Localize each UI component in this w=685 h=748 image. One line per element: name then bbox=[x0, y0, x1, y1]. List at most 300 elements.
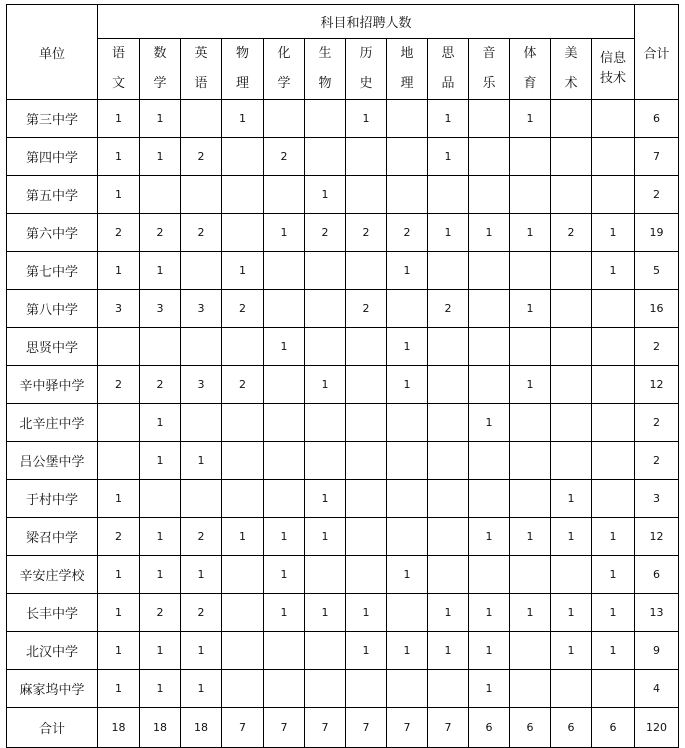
count-cell: 2 bbox=[551, 214, 592, 252]
count-cell: 1 bbox=[98, 252, 140, 290]
subject-header-text: 理 bbox=[400, 76, 414, 91]
table-row bbox=[7, 366, 679, 404]
count-cell: 1 bbox=[469, 404, 510, 442]
table-row bbox=[7, 480, 679, 518]
count-cell: 1 bbox=[551, 480, 592, 518]
count-cell: 1 bbox=[264, 328, 305, 366]
count-cell bbox=[305, 100, 346, 138]
count-cell bbox=[387, 290, 428, 328]
count-cell: 1 bbox=[469, 632, 510, 670]
subject-header-text: 学 bbox=[153, 76, 167, 91]
count-cell: 3 bbox=[181, 290, 222, 328]
count-cell bbox=[140, 176, 181, 214]
count-cell bbox=[592, 366, 635, 404]
column-total-cell: 6 bbox=[469, 708, 510, 748]
count-cell bbox=[510, 404, 551, 442]
count-cell bbox=[551, 442, 592, 480]
count-cell bbox=[222, 556, 264, 594]
count-cell bbox=[551, 252, 592, 290]
count-cell: 1 bbox=[98, 176, 140, 214]
row-total-cell: 13 bbox=[635, 594, 679, 632]
count-cell: 2 bbox=[140, 366, 181, 404]
unit-name-cell: 第七中学 bbox=[7, 252, 98, 290]
subject-header-text: 地 bbox=[400, 46, 414, 61]
count-cell bbox=[387, 176, 428, 214]
unit-name-cell: 第八中学 bbox=[7, 290, 98, 328]
count-cell: 1 bbox=[98, 670, 140, 708]
count-cell bbox=[428, 556, 469, 594]
row-total-cell: 12 bbox=[635, 366, 679, 404]
table-row bbox=[7, 632, 679, 670]
column-total-cell: 6 bbox=[592, 708, 635, 748]
count-cell: 1 bbox=[98, 138, 140, 176]
count-cell bbox=[305, 632, 346, 670]
subject-header-text: 体 bbox=[523, 46, 537, 61]
count-cell bbox=[222, 670, 264, 708]
count-cell bbox=[264, 252, 305, 290]
count-cell: 2 bbox=[140, 594, 181, 632]
unit-name-cell: 北汉中学 bbox=[7, 632, 98, 670]
count-cell: 1 bbox=[387, 328, 428, 366]
count-cell bbox=[305, 670, 346, 708]
count-cell bbox=[428, 480, 469, 518]
count-cell: 1 bbox=[140, 100, 181, 138]
count-cell: 1 bbox=[592, 518, 635, 556]
table-row bbox=[7, 404, 679, 442]
count-cell bbox=[346, 518, 387, 556]
row-total-cell: 2 bbox=[635, 328, 679, 366]
count-cell bbox=[592, 138, 635, 176]
count-cell: 1 bbox=[346, 632, 387, 670]
count-cell bbox=[346, 176, 387, 214]
count-cell: 1 bbox=[469, 214, 510, 252]
subject-header-text: 数 bbox=[153, 46, 167, 61]
count-cell bbox=[264, 632, 305, 670]
unit-name-cell: 第四中学 bbox=[7, 138, 98, 176]
count-cell: 1 bbox=[592, 252, 635, 290]
column-total-cell: 7 bbox=[264, 708, 305, 748]
count-cell bbox=[346, 556, 387, 594]
count-cell: 2 bbox=[98, 214, 140, 252]
subject-header-text: 育 bbox=[523, 76, 537, 91]
subject-header-text: 史 bbox=[359, 76, 373, 91]
count-cell bbox=[222, 594, 264, 632]
count-cell: 1 bbox=[98, 480, 140, 518]
unit-name-cell: 第五中学 bbox=[7, 176, 98, 214]
count-cell: 3 bbox=[140, 290, 181, 328]
count-cell bbox=[387, 518, 428, 556]
unit-name-cell: 麻家坞中学 bbox=[7, 670, 98, 708]
subject-header-text: 美 bbox=[564, 46, 578, 61]
row-total-cell: 2 bbox=[635, 442, 679, 480]
subject-header-text: 乐 bbox=[482, 76, 496, 91]
table-row bbox=[7, 594, 679, 632]
count-cell: 1 bbox=[181, 670, 222, 708]
unit-name-cell: 第三中学 bbox=[7, 100, 98, 138]
count-cell: 1 bbox=[140, 252, 181, 290]
subject-header-text: 理 bbox=[235, 76, 249, 91]
count-cell bbox=[469, 252, 510, 290]
row-total-cell: 12 bbox=[635, 518, 679, 556]
column-total-cell: 18 bbox=[140, 708, 181, 748]
count-cell: 3 bbox=[98, 290, 140, 328]
count-cell bbox=[305, 556, 346, 594]
count-cell: 2 bbox=[98, 518, 140, 556]
count-cell bbox=[387, 404, 428, 442]
count-cell: 2 bbox=[387, 214, 428, 252]
unit-name-cell: 思贤中学 bbox=[7, 328, 98, 366]
count-cell bbox=[551, 404, 592, 442]
count-cell: 2 bbox=[222, 366, 264, 404]
table-row bbox=[7, 556, 679, 594]
count-cell bbox=[510, 442, 551, 480]
subject-header-text: 术 bbox=[564, 76, 578, 91]
count-cell bbox=[387, 442, 428, 480]
count-cell: 1 bbox=[181, 632, 222, 670]
unit-name-cell: 梁召中学 bbox=[7, 518, 98, 556]
count-cell bbox=[510, 556, 551, 594]
subject-header-text: 语 bbox=[194, 76, 208, 91]
count-cell bbox=[551, 366, 592, 404]
count-cell bbox=[346, 670, 387, 708]
subject-header-text: 思 bbox=[441, 46, 455, 61]
count-cell: 1 bbox=[592, 594, 635, 632]
subject-header-text: 物 bbox=[235, 46, 249, 61]
subject-header-text: 学 bbox=[277, 76, 291, 91]
count-cell: 1 bbox=[592, 556, 635, 594]
count-cell: 1 bbox=[428, 594, 469, 632]
count-cell bbox=[469, 138, 510, 176]
table-row bbox=[7, 328, 679, 366]
count-cell bbox=[510, 176, 551, 214]
count-cell bbox=[140, 480, 181, 518]
subject-header-text: 历 bbox=[359, 46, 373, 61]
count-cell: 2 bbox=[181, 518, 222, 556]
count-cell bbox=[181, 328, 222, 366]
count-cell bbox=[592, 404, 635, 442]
count-cell bbox=[469, 176, 510, 214]
count-cell: 2 bbox=[181, 138, 222, 176]
count-cell bbox=[222, 480, 264, 518]
count-cell bbox=[387, 594, 428, 632]
count-cell bbox=[551, 328, 592, 366]
count-cell bbox=[346, 480, 387, 518]
count-cell bbox=[510, 328, 551, 366]
subject-header-text: 品 bbox=[441, 76, 455, 91]
unit-name-cell: 辛安庄学校 bbox=[7, 556, 98, 594]
count-cell bbox=[181, 176, 222, 214]
subject-header-text: 英 bbox=[194, 46, 208, 61]
count-cell: 1 bbox=[387, 632, 428, 670]
count-cell: 1 bbox=[428, 632, 469, 670]
subject-header-text: 语 bbox=[111, 46, 125, 61]
unit-name-cell: 第六中学 bbox=[7, 214, 98, 252]
subject-header bbox=[305, 39, 346, 100]
table-row bbox=[7, 252, 679, 290]
count-cell: 1 bbox=[510, 214, 551, 252]
count-cell: 1 bbox=[510, 100, 551, 138]
count-cell: 1 bbox=[387, 556, 428, 594]
count-cell bbox=[592, 328, 635, 366]
count-cell bbox=[98, 442, 140, 480]
table-row bbox=[7, 290, 679, 328]
count-cell: 2 bbox=[305, 214, 346, 252]
count-cell bbox=[387, 138, 428, 176]
subject-header bbox=[428, 39, 469, 100]
total-label: 合计 bbox=[7, 708, 98, 748]
count-cell: 1 bbox=[428, 138, 469, 176]
row-total-cell: 3 bbox=[635, 480, 679, 518]
count-cell bbox=[222, 442, 264, 480]
count-cell: 1 bbox=[140, 138, 181, 176]
subject-header-text: 物 bbox=[318, 76, 332, 91]
count-cell: 2 bbox=[428, 290, 469, 328]
count-cell bbox=[222, 632, 264, 670]
recruitment-table bbox=[6, 4, 679, 748]
count-cell: 1 bbox=[551, 518, 592, 556]
table-row bbox=[7, 670, 679, 708]
subject-header bbox=[98, 39, 140, 100]
count-cell bbox=[428, 518, 469, 556]
count-cell bbox=[98, 328, 140, 366]
count-cell bbox=[346, 366, 387, 404]
count-cell: 1 bbox=[264, 518, 305, 556]
count-cell bbox=[305, 404, 346, 442]
count-cell: 1 bbox=[140, 556, 181, 594]
column-total-cell: 18 bbox=[181, 708, 222, 748]
count-cell bbox=[469, 328, 510, 366]
count-cell: 1 bbox=[510, 518, 551, 556]
count-cell bbox=[222, 138, 264, 176]
count-cell bbox=[551, 100, 592, 138]
count-cell: 1 bbox=[140, 442, 181, 480]
count-cell: 1 bbox=[98, 100, 140, 138]
count-cell bbox=[551, 138, 592, 176]
count-cell bbox=[510, 670, 551, 708]
unit-name-cell: 北辛庄中学 bbox=[7, 404, 98, 442]
count-cell: 3 bbox=[181, 366, 222, 404]
subject-group-header: 科目和招聘人数 bbox=[98, 5, 635, 39]
subject-header bbox=[592, 39, 635, 100]
count-cell: 1 bbox=[98, 556, 140, 594]
count-cell bbox=[469, 480, 510, 518]
count-cell bbox=[305, 328, 346, 366]
count-cell: 1 bbox=[592, 632, 635, 670]
count-cell: 1 bbox=[181, 442, 222, 480]
count-cell bbox=[140, 328, 181, 366]
count-cell bbox=[428, 252, 469, 290]
count-cell: 1 bbox=[387, 366, 428, 404]
count-cell: 1 bbox=[428, 100, 469, 138]
count-cell: 1 bbox=[305, 480, 346, 518]
count-cell: 1 bbox=[469, 518, 510, 556]
count-cell bbox=[181, 252, 222, 290]
count-cell bbox=[510, 252, 551, 290]
count-cell: 1 bbox=[469, 594, 510, 632]
count-cell: 1 bbox=[592, 214, 635, 252]
count-cell bbox=[264, 290, 305, 328]
column-total-cell: 7 bbox=[346, 708, 387, 748]
subject-header bbox=[387, 39, 428, 100]
count-cell bbox=[592, 100, 635, 138]
count-cell: 1 bbox=[510, 290, 551, 328]
count-cell bbox=[469, 100, 510, 138]
subject-header bbox=[264, 39, 305, 100]
count-cell: 1 bbox=[551, 632, 592, 670]
subject-header bbox=[469, 39, 510, 100]
unit-header: 单位 bbox=[7, 5, 98, 100]
count-cell: 1 bbox=[264, 214, 305, 252]
count-cell bbox=[592, 442, 635, 480]
count-cell: 1 bbox=[305, 594, 346, 632]
count-cell: 1 bbox=[222, 100, 264, 138]
count-cell bbox=[305, 252, 346, 290]
subject-header-text: 化 bbox=[277, 46, 291, 61]
count-cell: 1 bbox=[140, 518, 181, 556]
subject-header-text: 技术 bbox=[599, 71, 626, 86]
subject-header-row bbox=[7, 39, 679, 100]
count-cell bbox=[346, 404, 387, 442]
subject-header bbox=[551, 39, 592, 100]
total-row bbox=[7, 708, 679, 748]
row-total-cell: 6 bbox=[635, 100, 679, 138]
table-row bbox=[7, 100, 679, 138]
count-cell: 1 bbox=[140, 404, 181, 442]
count-cell bbox=[428, 404, 469, 442]
column-total-cell: 7 bbox=[387, 708, 428, 748]
count-cell bbox=[551, 556, 592, 594]
unit-name-cell: 于村中学 bbox=[7, 480, 98, 518]
count-cell bbox=[428, 670, 469, 708]
count-cell bbox=[222, 404, 264, 442]
column-total-cell: 7 bbox=[305, 708, 346, 748]
count-cell bbox=[469, 556, 510, 594]
count-cell bbox=[264, 100, 305, 138]
count-cell bbox=[222, 214, 264, 252]
count-cell: 1 bbox=[305, 176, 346, 214]
count-cell bbox=[469, 442, 510, 480]
count-cell bbox=[181, 100, 222, 138]
count-cell: 1 bbox=[305, 518, 346, 556]
table-row bbox=[7, 442, 679, 480]
row-total-cell: 16 bbox=[635, 290, 679, 328]
count-cell bbox=[264, 404, 305, 442]
count-cell: 2 bbox=[181, 214, 222, 252]
count-cell: 2 bbox=[181, 594, 222, 632]
count-cell bbox=[510, 480, 551, 518]
count-cell: 1 bbox=[222, 252, 264, 290]
count-cell bbox=[264, 366, 305, 404]
unit-name-cell: 吕公堡中学 bbox=[7, 442, 98, 480]
table-row bbox=[7, 138, 679, 176]
count-cell bbox=[264, 442, 305, 480]
count-cell bbox=[510, 138, 551, 176]
count-cell: 1 bbox=[140, 670, 181, 708]
count-cell bbox=[428, 176, 469, 214]
count-cell bbox=[222, 328, 264, 366]
subject-header bbox=[510, 39, 551, 100]
row-total-cell: 7 bbox=[635, 138, 679, 176]
count-cell: 1 bbox=[346, 594, 387, 632]
count-cell: 2 bbox=[346, 214, 387, 252]
total-header: 合计 bbox=[635, 5, 679, 100]
count-cell bbox=[428, 366, 469, 404]
count-cell: 2 bbox=[98, 366, 140, 404]
unit-name-cell: 长丰中学 bbox=[7, 594, 98, 632]
count-cell bbox=[592, 480, 635, 518]
count-cell bbox=[469, 290, 510, 328]
count-cell bbox=[98, 404, 140, 442]
grand-total-cell: 120 bbox=[635, 708, 679, 748]
count-cell bbox=[181, 480, 222, 518]
count-cell: 1 bbox=[346, 100, 387, 138]
row-total-cell: 19 bbox=[635, 214, 679, 252]
count-cell bbox=[222, 176, 264, 214]
row-total-cell: 6 bbox=[635, 556, 679, 594]
count-cell bbox=[387, 480, 428, 518]
count-cell: 2 bbox=[140, 214, 181, 252]
column-total-cell: 7 bbox=[428, 708, 469, 748]
row-total-cell: 9 bbox=[635, 632, 679, 670]
count-cell bbox=[264, 670, 305, 708]
table-row bbox=[7, 214, 679, 252]
count-cell bbox=[305, 290, 346, 328]
table-row bbox=[7, 176, 679, 214]
count-cell bbox=[551, 670, 592, 708]
count-cell: 1 bbox=[140, 632, 181, 670]
subject-header bbox=[222, 39, 264, 100]
subject-header-text: 生 bbox=[318, 46, 332, 61]
row-total-cell: 5 bbox=[635, 252, 679, 290]
subject-header-text: 音 bbox=[482, 46, 496, 61]
count-cell bbox=[305, 442, 346, 480]
count-cell: 1 bbox=[510, 594, 551, 632]
count-cell bbox=[428, 328, 469, 366]
count-cell: 1 bbox=[387, 252, 428, 290]
unit-name-cell: 辛中驿中学 bbox=[7, 366, 98, 404]
count-cell: 1 bbox=[305, 366, 346, 404]
count-cell: 2 bbox=[222, 290, 264, 328]
count-cell: 1 bbox=[98, 594, 140, 632]
count-cell: 1 bbox=[264, 594, 305, 632]
column-total-cell: 6 bbox=[510, 708, 551, 748]
count-cell bbox=[551, 176, 592, 214]
count-cell bbox=[592, 176, 635, 214]
row-total-cell: 2 bbox=[635, 404, 679, 442]
count-cell bbox=[428, 442, 469, 480]
count-cell bbox=[510, 632, 551, 670]
count-cell bbox=[181, 404, 222, 442]
count-cell bbox=[387, 100, 428, 138]
count-cell bbox=[346, 138, 387, 176]
subject-header-text: 信息 bbox=[599, 51, 626, 66]
subject-header bbox=[140, 39, 181, 100]
subject-header bbox=[346, 39, 387, 100]
count-cell: 1 bbox=[510, 366, 551, 404]
table-body bbox=[7, 100, 679, 708]
row-total-cell: 2 bbox=[635, 176, 679, 214]
count-cell: 1 bbox=[98, 632, 140, 670]
count-cell bbox=[346, 328, 387, 366]
count-cell: 1 bbox=[264, 556, 305, 594]
column-total-cell: 18 bbox=[98, 708, 140, 748]
count-cell bbox=[346, 442, 387, 480]
subject-header-text: 文 bbox=[111, 76, 125, 91]
table-row bbox=[7, 518, 679, 556]
count-cell: 1 bbox=[428, 214, 469, 252]
count-cell bbox=[387, 670, 428, 708]
count-cell: 1 bbox=[469, 670, 510, 708]
